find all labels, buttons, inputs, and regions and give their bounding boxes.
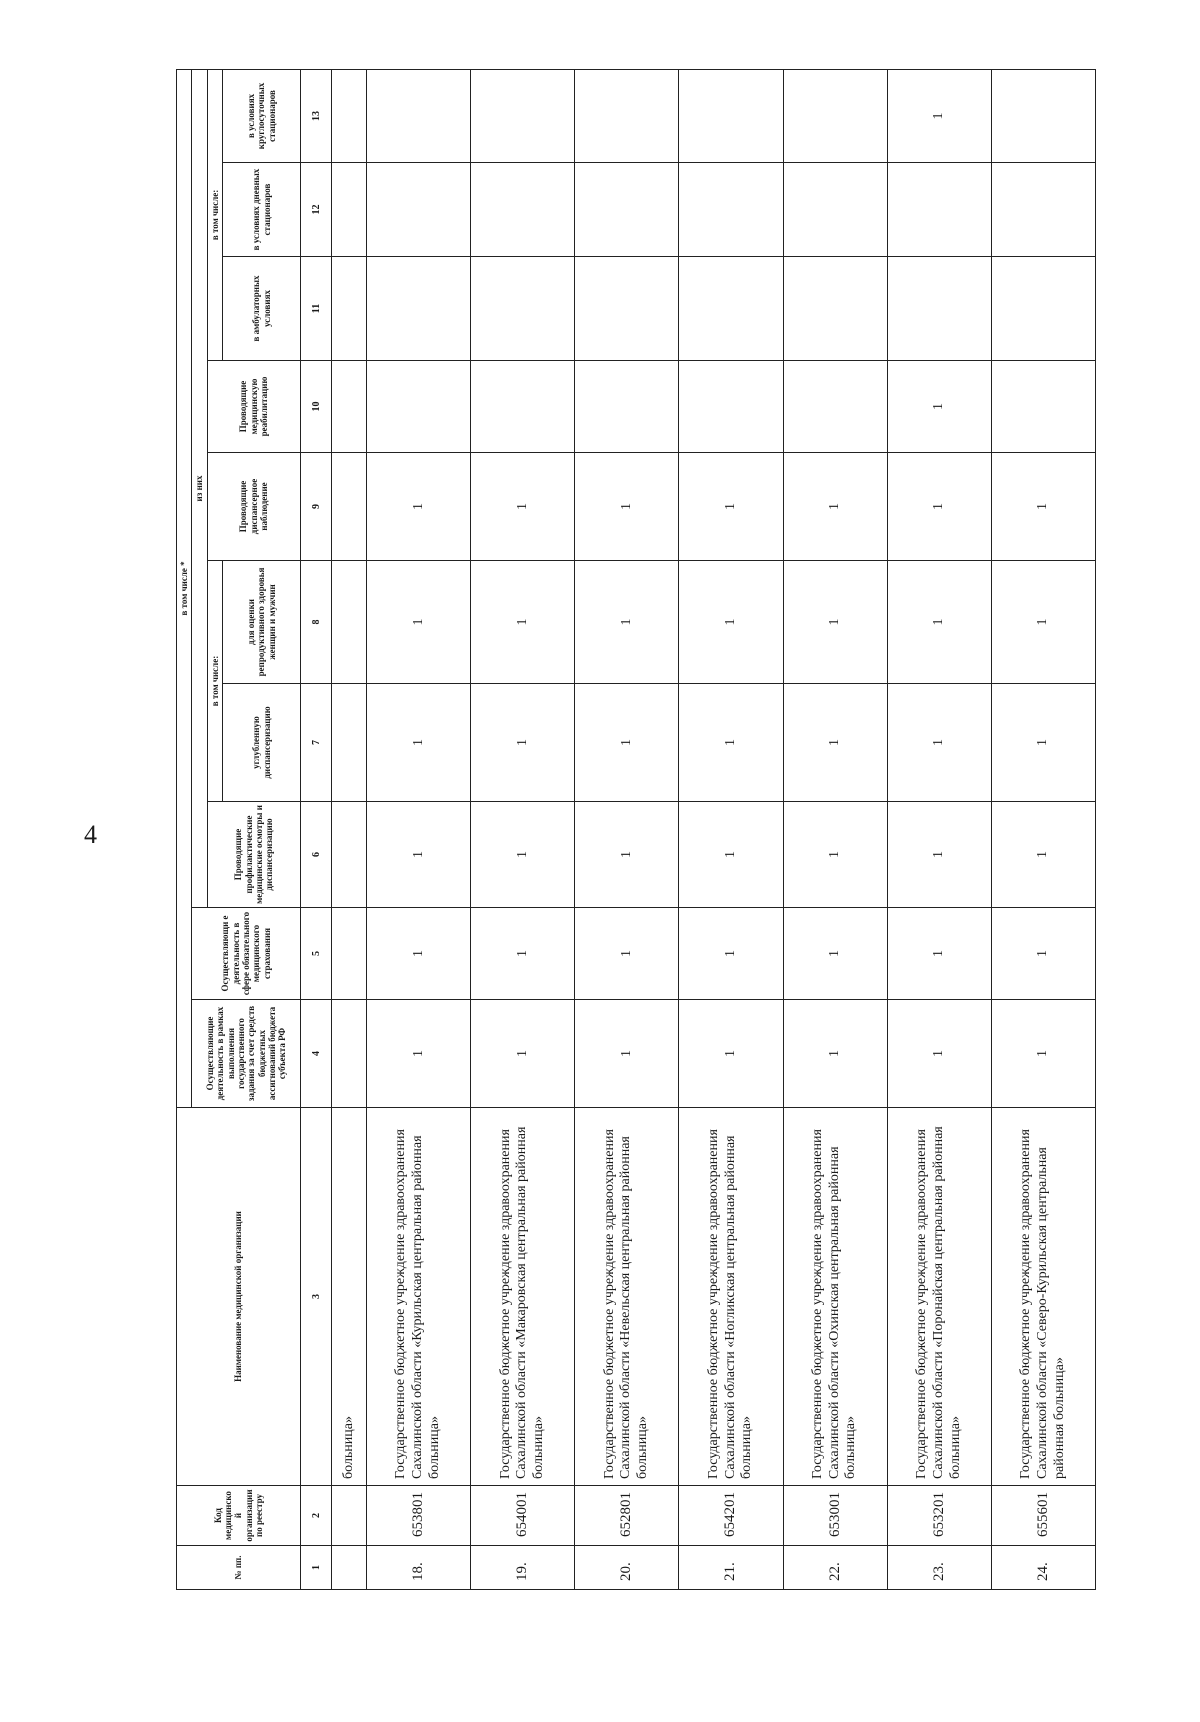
cell-c8: 1 [679, 561, 783, 684]
cell-c7: 1 [783, 684, 887, 802]
row-number: 24. [991, 1546, 1095, 1590]
header-of-them: из них [192, 69, 207, 907]
cell-c10 [783, 361, 887, 453]
cell-c8: 1 [575, 561, 679, 684]
row-number: 18. [367, 1546, 471, 1590]
table-row [991, 69, 1095, 1589]
cell-c7: 1 [471, 684, 575, 802]
cell-c6: 1 [679, 802, 783, 908]
header-prof: Проводящие профилактические медицинские осмотры и диспансеризацию [207, 802, 300, 908]
org-code: 653801 [367, 1486, 471, 1546]
cell-c13 [679, 69, 783, 162]
org-name: Государственное бюджетное учреждение здравоохранения Сахалинской области «Поронайская центральная районная больница» [887, 1108, 991, 1486]
cell-c4: 1 [471, 1000, 575, 1108]
cell-c11 [367, 257, 471, 361]
column-number: 11 [301, 257, 332, 361]
cell-c11 [887, 257, 991, 361]
cell-c10 [471, 361, 575, 453]
cell-c9: 1 [575, 453, 679, 561]
org-name: Государственное бюджетное учреждение здравоохранения Сахалинской области «Северо-Курильская центральная районная больница» [991, 1108, 1095, 1486]
cell-c12 [991, 163, 1095, 257]
rotated-table-container [176, 70, 1096, 1590]
row-number: 23. [887, 1546, 991, 1590]
cell-c4: 1 [991, 1000, 1095, 1108]
cell-c7: 1 [991, 684, 1095, 802]
column-numbers-row [301, 69, 332, 1589]
cell-c8: 1 [471, 561, 575, 684]
header-name: Наименование медицинской организации [177, 1108, 301, 1486]
header-round: в условиях круглосуточных стационаров [223, 69, 301, 162]
cell-c6: 1 [471, 802, 575, 908]
column-number: 9 [301, 453, 332, 561]
header-rehab: Проводящие медицинскую реабилитацию [207, 361, 300, 453]
cell-c11 [679, 257, 783, 361]
cell-c13 [471, 69, 575, 162]
cell-c7: 1 [575, 684, 679, 802]
table-body [332, 69, 1096, 1589]
table-header [177, 69, 332, 1589]
header-including: в том числе * [177, 69, 192, 1107]
cell-c9: 1 [783, 453, 887, 561]
org-name: Государственное бюджетное учреждение здравоохранения Сахалинской области «Курильская центральная районная больница» [367, 1108, 471, 1486]
org-name: Государственное бюджетное учреждение здравоохранения Сахалинской области «Ногликская центральная районная больница» [679, 1108, 783, 1486]
cell-c5: 1 [783, 908, 887, 1000]
cell-c6: 1 [575, 802, 679, 908]
row-number: 21. [679, 1546, 783, 1590]
cell-c4: 1 [887, 1000, 991, 1108]
org-code: 655601 [991, 1486, 1095, 1546]
table-row [887, 69, 991, 1589]
cell-c11 [471, 257, 575, 361]
cell-c13 [783, 69, 887, 162]
cell-c9: 1 [887, 453, 991, 561]
cell-c8: 1 [887, 561, 991, 684]
cell-c7: 1 [887, 684, 991, 802]
cell-c5: 1 [471, 908, 575, 1000]
org-code: 652801 [575, 1486, 679, 1546]
cell-c4: 1 [679, 1000, 783, 1108]
medical-organizations-table [176, 69, 1096, 1590]
header-deep: углубленную диспансеризацию [223, 684, 301, 802]
cell-c12 [679, 163, 783, 257]
cell-c10 [367, 361, 471, 453]
page-number: 4 [84, 820, 97, 849]
org-code: 654001 [471, 1486, 575, 1546]
header-repro: для оценки репродуктивного здоровья женщин и мужчин [223, 561, 301, 684]
org-code: 653001 [783, 1486, 887, 1546]
header-oms: Осуществляющи е деятельность в сфере обязательного медицинского страхования [192, 908, 301, 1000]
cell-c7: 1 [679, 684, 783, 802]
cell-c6: 1 [887, 802, 991, 908]
cell-c13 [575, 69, 679, 162]
row-number: 22. [783, 1546, 887, 1590]
header-code: Код медицинско й организации по реестру [177, 1486, 301, 1546]
cell-c9: 1 [471, 453, 575, 561]
column-number: 13 [301, 69, 332, 162]
org-code: 654201 [679, 1486, 783, 1546]
cell-c5: 1 [679, 908, 783, 1000]
cell-c10 [575, 361, 679, 453]
cell-c11 [783, 257, 887, 361]
header-disp: Проводящие диспансерное наблюдение [207, 453, 300, 561]
table-row [367, 69, 471, 1589]
header-no: № пп. [177, 1546, 301, 1590]
cell-c6: 1 [991, 802, 1095, 908]
column-number: 5 [301, 908, 332, 1000]
cell-c5: 1 [991, 908, 1095, 1000]
continuation-row [332, 69, 367, 1589]
column-number: 4 [301, 1000, 332, 1108]
cell-c12 [783, 163, 887, 257]
column-number: 1 [301, 1546, 332, 1590]
header-state-task: Осуществляющие деятельность в рамках выполнения государственного задания за счет средств бюджетных ассигнований бюджета субъекта РФ [192, 1000, 301, 1108]
row-number: 20. [575, 1546, 679, 1590]
table-row [471, 69, 575, 1589]
cell-c4: 1 [783, 1000, 887, 1108]
cell-c10 [679, 361, 783, 453]
org-name: Государственное бюджетное учреждение здравоохранения Сахалинской области «Невельская центральная районная больница» [575, 1108, 679, 1486]
table-row [575, 69, 679, 1589]
column-number: 8 [301, 561, 332, 684]
cell-c4: 1 [575, 1000, 679, 1108]
cell-c12 [887, 163, 991, 257]
cell-c5: 1 [575, 908, 679, 1000]
column-number: 3 [301, 1108, 332, 1486]
cell-c13: 1 [887, 69, 991, 162]
cell-c10 [991, 361, 1095, 453]
header-sub-including: в том числе: [207, 561, 222, 802]
cell-c9: 1 [679, 453, 783, 561]
cell-c8: 1 [367, 561, 471, 684]
cell-c12 [367, 163, 471, 257]
cell-c8: 1 [991, 561, 1095, 684]
cell-c4: 1 [367, 1000, 471, 1108]
cell-c5: 1 [367, 908, 471, 1000]
cell-c11 [575, 257, 679, 361]
cell-c9: 1 [367, 453, 471, 561]
cell-c13 [991, 69, 1095, 162]
column-number: 7 [301, 684, 332, 802]
cell-c8: 1 [783, 561, 887, 684]
table-row [679, 69, 783, 1589]
cell-c5: 1 [887, 908, 991, 1000]
header-day: в условиях дневных стационаров [223, 163, 301, 257]
column-number: 6 [301, 802, 332, 908]
cell-c12 [471, 163, 575, 257]
org-name: Государственное бюджетное учреждение здравоохранения Сахалинской области «Охинская центральная районная больница» [783, 1108, 887, 1486]
cell-c10: 1 [887, 361, 991, 453]
continuation-text: больница» [332, 1108, 367, 1486]
org-code: 653201 [887, 1486, 991, 1546]
org-name: Государственное бюджетное учреждение здравоохранения Сахалинской области «Макаровская центральная районная больница» [471, 1108, 575, 1486]
column-number: 10 [301, 361, 332, 453]
cell-c9: 1 [991, 453, 1095, 561]
cell-c7: 1 [367, 684, 471, 802]
column-number: 2 [301, 1486, 332, 1546]
header-sub-including-2: в том числе: [207, 69, 222, 360]
column-number: 12 [301, 163, 332, 257]
table-row [783, 69, 887, 1589]
cell-c12 [575, 163, 679, 257]
cell-c6: 1 [783, 802, 887, 908]
cell-c11 [991, 257, 1095, 361]
cell-c6: 1 [367, 802, 471, 908]
header-amb: в амбулаторных условиях [223, 257, 301, 361]
cell-c13 [367, 69, 471, 162]
row-number: 19. [471, 1546, 575, 1590]
